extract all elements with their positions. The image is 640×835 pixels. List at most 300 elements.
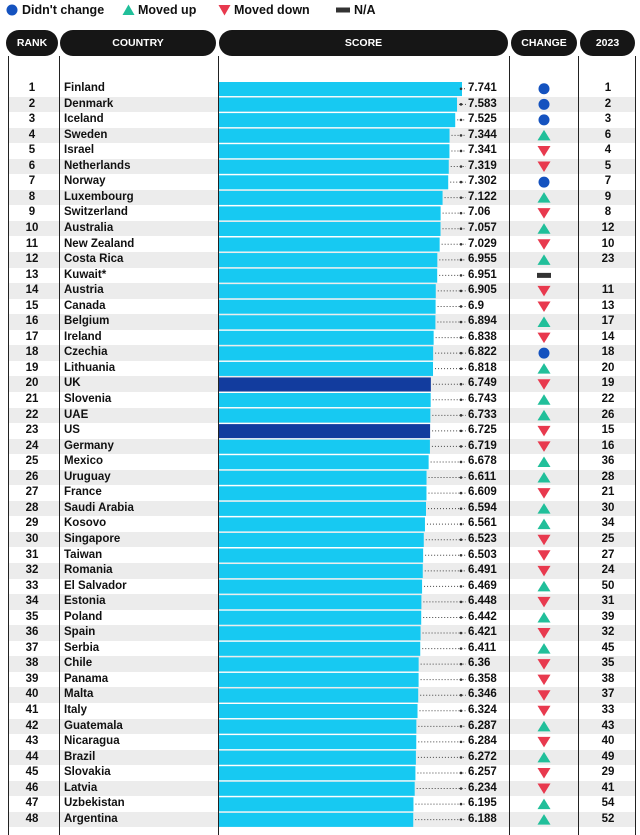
- score-label: 6.609: [468, 486, 497, 499]
- score-label: 6.743: [468, 393, 497, 405]
- leader-dot: [460, 367, 463, 370]
- bar: [219, 191, 443, 205]
- country-name: Brazil: [64, 750, 96, 763]
- country-name: Israel: [64, 144, 95, 157]
- triangle-down-icon: [538, 286, 551, 297]
- bar: [219, 517, 425, 531]
- rank-2023-value: 39: [601, 610, 615, 623]
- score-label: 6.838: [468, 330, 497, 343]
- rank-value: 4: [28, 128, 36, 141]
- country-name: Czechia: [64, 346, 108, 359]
- score-label: 6.733: [468, 408, 497, 421]
- bar: [219, 238, 440, 252]
- score-label: 6.469: [468, 579, 497, 592]
- rank-2023-value: 11: [601, 284, 615, 297]
- rank-2023-value: 12: [601, 221, 615, 234]
- score-label: 6.749: [468, 377, 497, 390]
- country-name: Iceland: [64, 113, 104, 126]
- triangle-up-icon: [538, 721, 551, 732]
- score-label: 6.955: [468, 253, 497, 266]
- triangle-down-icon: [538, 659, 551, 670]
- triangle-down-icon: [538, 690, 551, 701]
- country-name: Mexico: [64, 455, 103, 468]
- country-name: Kosovo: [64, 517, 107, 530]
- leader-dot: [460, 305, 463, 308]
- rank-value: 29: [25, 517, 39, 530]
- rank-value: 39: [25, 672, 39, 685]
- bar: [219, 797, 413, 811]
- rank-2023-value: 38: [601, 672, 615, 685]
- country-name: Slovenia: [64, 393, 112, 405]
- leader-dot: [460, 212, 463, 215]
- rank-2023-value: 5: [604, 159, 612, 172]
- rank-2023-value: 13: [601, 299, 615, 312]
- rank-value: 7: [28, 175, 36, 188]
- country-name: Costa Rica: [64, 253, 124, 266]
- rank-2023-value: 18: [601, 346, 615, 359]
- leader-dot: [460, 196, 463, 199]
- leader-dot: [460, 632, 463, 635]
- bar: [219, 813, 413, 827]
- score-label: 7.583: [468, 97, 497, 110]
- triangle-down-icon: [538, 675, 551, 686]
- triangle-up-icon: [538, 581, 551, 592]
- triangle-up-icon: [538, 254, 551, 265]
- country-name: Australia: [64, 221, 114, 234]
- triangle-down-icon: [538, 784, 551, 795]
- triangle-up-icon: [538, 799, 551, 810]
- triangle-down-icon: [538, 333, 551, 344]
- leader-dot: [460, 383, 463, 386]
- leader-dot: [460, 227, 463, 230]
- rank-value: 36: [25, 626, 39, 639]
- leader-dot: [460, 601, 463, 604]
- leader-dot: [460, 709, 463, 712]
- rank-value: 1: [28, 82, 36, 94]
- triangle-down-icon: [538, 597, 551, 608]
- triangle-down-icon: [538, 146, 551, 157]
- bar: [219, 300, 436, 314]
- rank-2023-value: 41: [601, 781, 615, 794]
- bar: [219, 113, 455, 127]
- rank-value: 44: [25, 750, 39, 763]
- score-label: 6.36: [468, 657, 491, 670]
- triangle-up-icon: [538, 394, 551, 405]
- rank-2023-value: 19: [601, 377, 615, 390]
- bar: [219, 175, 448, 189]
- triangle-down-icon: [538, 550, 551, 561]
- leader-dot: [460, 741, 463, 744]
- rank-value: 20: [25, 377, 39, 390]
- score-label: 7.341: [468, 144, 497, 157]
- rank-2023-value: 28: [601, 470, 615, 483]
- country-name: Italy: [64, 704, 88, 716]
- legend-na-label: N/A: [354, 3, 376, 17]
- rank-value: 33: [25, 579, 39, 592]
- score-label: 6.894: [468, 315, 497, 328]
- bar: [219, 377, 431, 391]
- leader-dot: [460, 803, 463, 806]
- bar: [219, 720, 416, 734]
- rank-value: 19: [25, 361, 39, 374]
- bar: [219, 393, 431, 407]
- leader-dot: [460, 181, 463, 184]
- bar: [219, 657, 419, 671]
- country-name: Lithuania: [64, 361, 116, 374]
- triangle-down-icon: [538, 566, 551, 577]
- rank-2023-value: 52: [601, 812, 615, 825]
- dash-icon: [537, 273, 551, 278]
- rank-value: 22: [25, 408, 39, 421]
- leader-dot: [460, 538, 463, 541]
- rank-value: 47: [25, 797, 39, 810]
- country-name: France: [64, 486, 102, 499]
- bar: [219, 673, 419, 687]
- bar: [219, 533, 424, 547]
- country-name: Estonia: [64, 595, 106, 608]
- leader-dot: [460, 678, 463, 681]
- triangle-up-icon: [538, 130, 551, 141]
- score-label: 7.06: [468, 206, 491, 219]
- country-name: Ireland: [64, 330, 102, 343]
- country-name: Finland: [64, 82, 105, 94]
- rank-2023-value: 49: [601, 750, 615, 763]
- leader-dot: [460, 87, 463, 90]
- circle-icon: [539, 114, 550, 125]
- leader-dot: [460, 290, 463, 293]
- leader-dot: [460, 321, 463, 324]
- country-name: Norway: [64, 175, 106, 188]
- rank-2023-value: 25: [601, 532, 615, 545]
- score-label: 6.287: [468, 719, 497, 732]
- rank-value: 45: [25, 766, 39, 779]
- leader-dot: [460, 585, 463, 588]
- rank-value: 43: [25, 735, 39, 748]
- rank-2023-value: 23: [601, 253, 615, 266]
- country-name: Spain: [64, 626, 96, 639]
- bar: [219, 253, 437, 267]
- leader-dot: [460, 352, 463, 355]
- rank-value: 3: [28, 113, 36, 126]
- country-name: UK: [64, 377, 81, 390]
- rank-value: 23: [25, 424, 39, 437]
- rank-2023-value: 9: [604, 190, 612, 203]
- country-name: Argentina: [64, 812, 118, 825]
- rank-value: 25: [25, 455, 39, 468]
- rank-2023-value: 22: [601, 393, 615, 405]
- country-name: Saudi Arabia: [64, 501, 134, 514]
- country-name: Denmark: [64, 97, 114, 110]
- bar: [219, 346, 433, 360]
- triangle-down-icon: [538, 426, 551, 437]
- score-label: 6.257: [468, 766, 497, 779]
- rank-2023-value: 20: [601, 361, 615, 374]
- score-label: 6.195: [468, 797, 497, 810]
- bar: [219, 611, 421, 625]
- country-name: Luxembourg: [64, 190, 134, 203]
- rank-2023-value: 40: [601, 735, 615, 748]
- rank-value: 6: [28, 159, 36, 172]
- triangle-up-icon: [538, 363, 551, 374]
- score-label: 7.344: [468, 128, 497, 141]
- rank-value: 48: [25, 812, 39, 825]
- bar: [219, 82, 462, 96]
- triangle-down-icon: [538, 535, 551, 546]
- triangle-up-icon: [538, 814, 551, 825]
- rank-2023-value: 24: [601, 564, 615, 577]
- leader-dot: [460, 772, 463, 775]
- bar: [219, 362, 433, 376]
- leader-dot: [460, 476, 463, 479]
- country-name: Nicaragua: [64, 735, 120, 748]
- leader-dot: [460, 134, 463, 137]
- score-label: 6.272: [468, 750, 497, 763]
- score-label: 6.725: [468, 424, 497, 437]
- leader-dot: [460, 818, 463, 821]
- score-label: 6.611: [468, 470, 497, 483]
- country-name: Netherlands: [64, 159, 131, 172]
- rank-2023-value: 50: [601, 579, 615, 592]
- bar: [219, 486, 426, 500]
- leader-dot: [460, 414, 463, 417]
- leader-dot: [460, 507, 463, 510]
- leader-dot: [460, 694, 463, 697]
- rank-value: 24: [25, 439, 39, 452]
- triangle-down-icon: [538, 628, 551, 639]
- triangle-up-icon: [538, 410, 551, 421]
- rank-value: 38: [25, 657, 39, 670]
- rank-value: 2: [28, 97, 36, 110]
- triangle-up-icon: [538, 612, 551, 623]
- legend-up-label: Moved up: [138, 3, 197, 17]
- rank-value: 40: [25, 688, 39, 701]
- bar: [219, 595, 421, 609]
- rank-2023-value: 4: [604, 144, 612, 157]
- bar: [219, 440, 430, 454]
- rank-2023-value: 7: [604, 175, 612, 188]
- bar: [219, 409, 430, 423]
- rank-value: 42: [25, 719, 39, 732]
- triangle-down-icon: [538, 239, 551, 250]
- bar: [219, 751, 416, 765]
- rank-value: 15: [25, 299, 39, 312]
- bar: [219, 642, 420, 656]
- rank-2023-value: 34: [601, 517, 615, 530]
- leader-dot: [460, 554, 463, 557]
- country-name: Serbia: [64, 641, 100, 654]
- leader-dot: [460, 150, 463, 153]
- country-name: El Salvador: [64, 579, 127, 592]
- bar: [219, 782, 415, 796]
- triangle-down-icon: [538, 441, 551, 452]
- circle-icon: [539, 99, 550, 110]
- country-name: Poland: [64, 610, 103, 623]
- rank-value: 12: [25, 253, 39, 266]
- header-2023: 2023: [580, 30, 635, 56]
- score-label: 6.523: [468, 532, 497, 545]
- bar: [219, 471, 427, 485]
- country-name: Kuwait*: [64, 268, 107, 281]
- triangle-up-icon: [538, 752, 551, 763]
- triangle-up-icon: [538, 519, 551, 530]
- score-label: 7.122: [468, 190, 497, 203]
- score-label: 6.188: [468, 812, 497, 825]
- score-label: 6.818: [468, 361, 497, 374]
- triangle-up-icon: [538, 503, 551, 514]
- triangle-up-icon: [538, 192, 551, 203]
- rank-2023-value: 31: [601, 595, 615, 608]
- rank-value: 10: [25, 221, 39, 234]
- bar: [219, 284, 436, 298]
- rank-2023-value: 45: [601, 641, 615, 654]
- bar: [219, 129, 450, 143]
- score-label: 6.594: [468, 501, 497, 514]
- rank-value: 34: [25, 595, 39, 608]
- score-label: 6.421: [468, 626, 497, 639]
- triangle-down-icon: [538, 208, 551, 219]
- score-label: 6.719: [468, 439, 497, 452]
- rank-2023-value: 3: [604, 113, 612, 126]
- triangle-down-icon: [538, 301, 551, 312]
- score-label: 7.525: [468, 113, 497, 126]
- country-name: Switzerland: [64, 206, 128, 219]
- triangle-up-icon: [538, 456, 551, 467]
- country-name: Uzbekistan: [64, 797, 125, 810]
- bar: [219, 206, 441, 220]
- rank-2023-value: 1: [604, 82, 612, 94]
- triangle-down-icon: [538, 488, 551, 499]
- rank-2023-value: 14: [601, 330, 615, 343]
- rank-value: 13: [25, 268, 39, 281]
- leader-dot: [460, 430, 463, 433]
- rank-value: 31: [25, 548, 39, 561]
- leader-dot: [460, 398, 463, 401]
- rank-2023-value: 32: [601, 626, 615, 639]
- rank-value: 14: [25, 284, 39, 297]
- leader-dot: [460, 523, 463, 526]
- score-label: 6.503: [468, 548, 497, 561]
- rank-value: 32: [25, 564, 39, 577]
- header-change: CHANGE: [511, 30, 577, 56]
- bar: [219, 580, 422, 594]
- country-name: US: [64, 424, 80, 437]
- bar: [219, 455, 429, 469]
- score-label: 6.442: [468, 610, 497, 623]
- country-name: New Zealand: [64, 237, 135, 250]
- leader-dot: [460, 274, 463, 277]
- rank-value: 27: [25, 486, 39, 499]
- bar: [219, 626, 421, 640]
- rank-2023-value: 6: [604, 128, 612, 141]
- leader-dot: [460, 647, 463, 650]
- circle-icon: [539, 177, 550, 188]
- leader-dot: [460, 119, 463, 122]
- score-label: 6.9: [468, 299, 484, 312]
- rank-value: 11: [25, 237, 39, 250]
- bar: [219, 160, 449, 174]
- country-name: Malta: [64, 688, 94, 701]
- leader-dot: [460, 243, 463, 246]
- rank-value: 30: [25, 532, 39, 545]
- triangle-down-icon: [538, 737, 551, 748]
- bar: [219, 735, 416, 749]
- leader-dot: [460, 259, 463, 262]
- score-label: 6.234: [468, 781, 497, 794]
- triangle-up-icon: [538, 472, 551, 483]
- leader-dot: [460, 787, 463, 790]
- triangle-down-icon: [538, 162, 551, 173]
- country-name: Latvia: [64, 781, 98, 794]
- score-label: 7.302: [468, 175, 497, 188]
- bar: [219, 98, 457, 112]
- rank-2023-value: 27: [601, 548, 615, 561]
- bar: [219, 315, 435, 329]
- rank-value: 26: [25, 470, 39, 483]
- rank-2023-value: 54: [601, 797, 615, 810]
- score-label: 6.678: [468, 455, 497, 468]
- score-label: 6.346: [468, 688, 497, 701]
- rank-2023-value: 2: [604, 97, 612, 110]
- circle-icon: [539, 83, 550, 94]
- rank-2023-value: 15: [601, 424, 615, 437]
- leader-dot: [460, 492, 463, 495]
- leader-dot: [460, 445, 463, 448]
- rank-2023-value: 10: [601, 237, 615, 250]
- rank-value: 35: [25, 610, 39, 623]
- header-score: SCORE: [219, 30, 508, 56]
- country-name: Chile: [64, 657, 93, 670]
- score-label: 6.284: [468, 735, 497, 748]
- rank-value: 9: [28, 206, 36, 219]
- score-label: 6.411: [468, 641, 497, 654]
- rank-2023-value: 35: [601, 657, 615, 670]
- country-name: Slovakia: [64, 766, 111, 779]
- bar: [219, 222, 441, 236]
- bar: [219, 688, 418, 702]
- triangle-down-icon: [538, 706, 551, 717]
- country-name: UAE: [64, 408, 89, 421]
- header-country: COUNTRY: [60, 30, 216, 56]
- rank-2023-value: 37: [601, 688, 615, 701]
- bar: [219, 424, 430, 438]
- header-rank: RANK: [6, 30, 58, 56]
- leader-dot: [460, 336, 463, 339]
- leader-dot: [460, 103, 463, 106]
- bar: [219, 704, 418, 718]
- leader-dot: [460, 570, 463, 573]
- country-name: Panama: [64, 672, 109, 685]
- rank-value: 41: [25, 704, 39, 716]
- bar: [219, 549, 423, 563]
- rank-value: 17: [25, 330, 39, 343]
- country-name: Canada: [64, 299, 106, 312]
- rank-value: 16: [25, 315, 39, 328]
- country-name: Uruguay: [64, 470, 111, 483]
- rank-2023-value: 17: [601, 315, 615, 328]
- leader-dot: [460, 616, 463, 619]
- bar: [219, 144, 449, 158]
- country-name: Singapore: [64, 532, 121, 545]
- score-label: 7.319: [468, 159, 497, 172]
- score-label: 6.448: [468, 595, 497, 608]
- country-name: Belgium: [64, 315, 110, 328]
- country-name: Romania: [64, 564, 113, 577]
- score-label: 6.822: [468, 346, 497, 359]
- country-name: Sweden: [64, 128, 108, 141]
- bar: [219, 564, 423, 578]
- bar: [219, 766, 415, 780]
- score-label: 6.324: [468, 704, 497, 716]
